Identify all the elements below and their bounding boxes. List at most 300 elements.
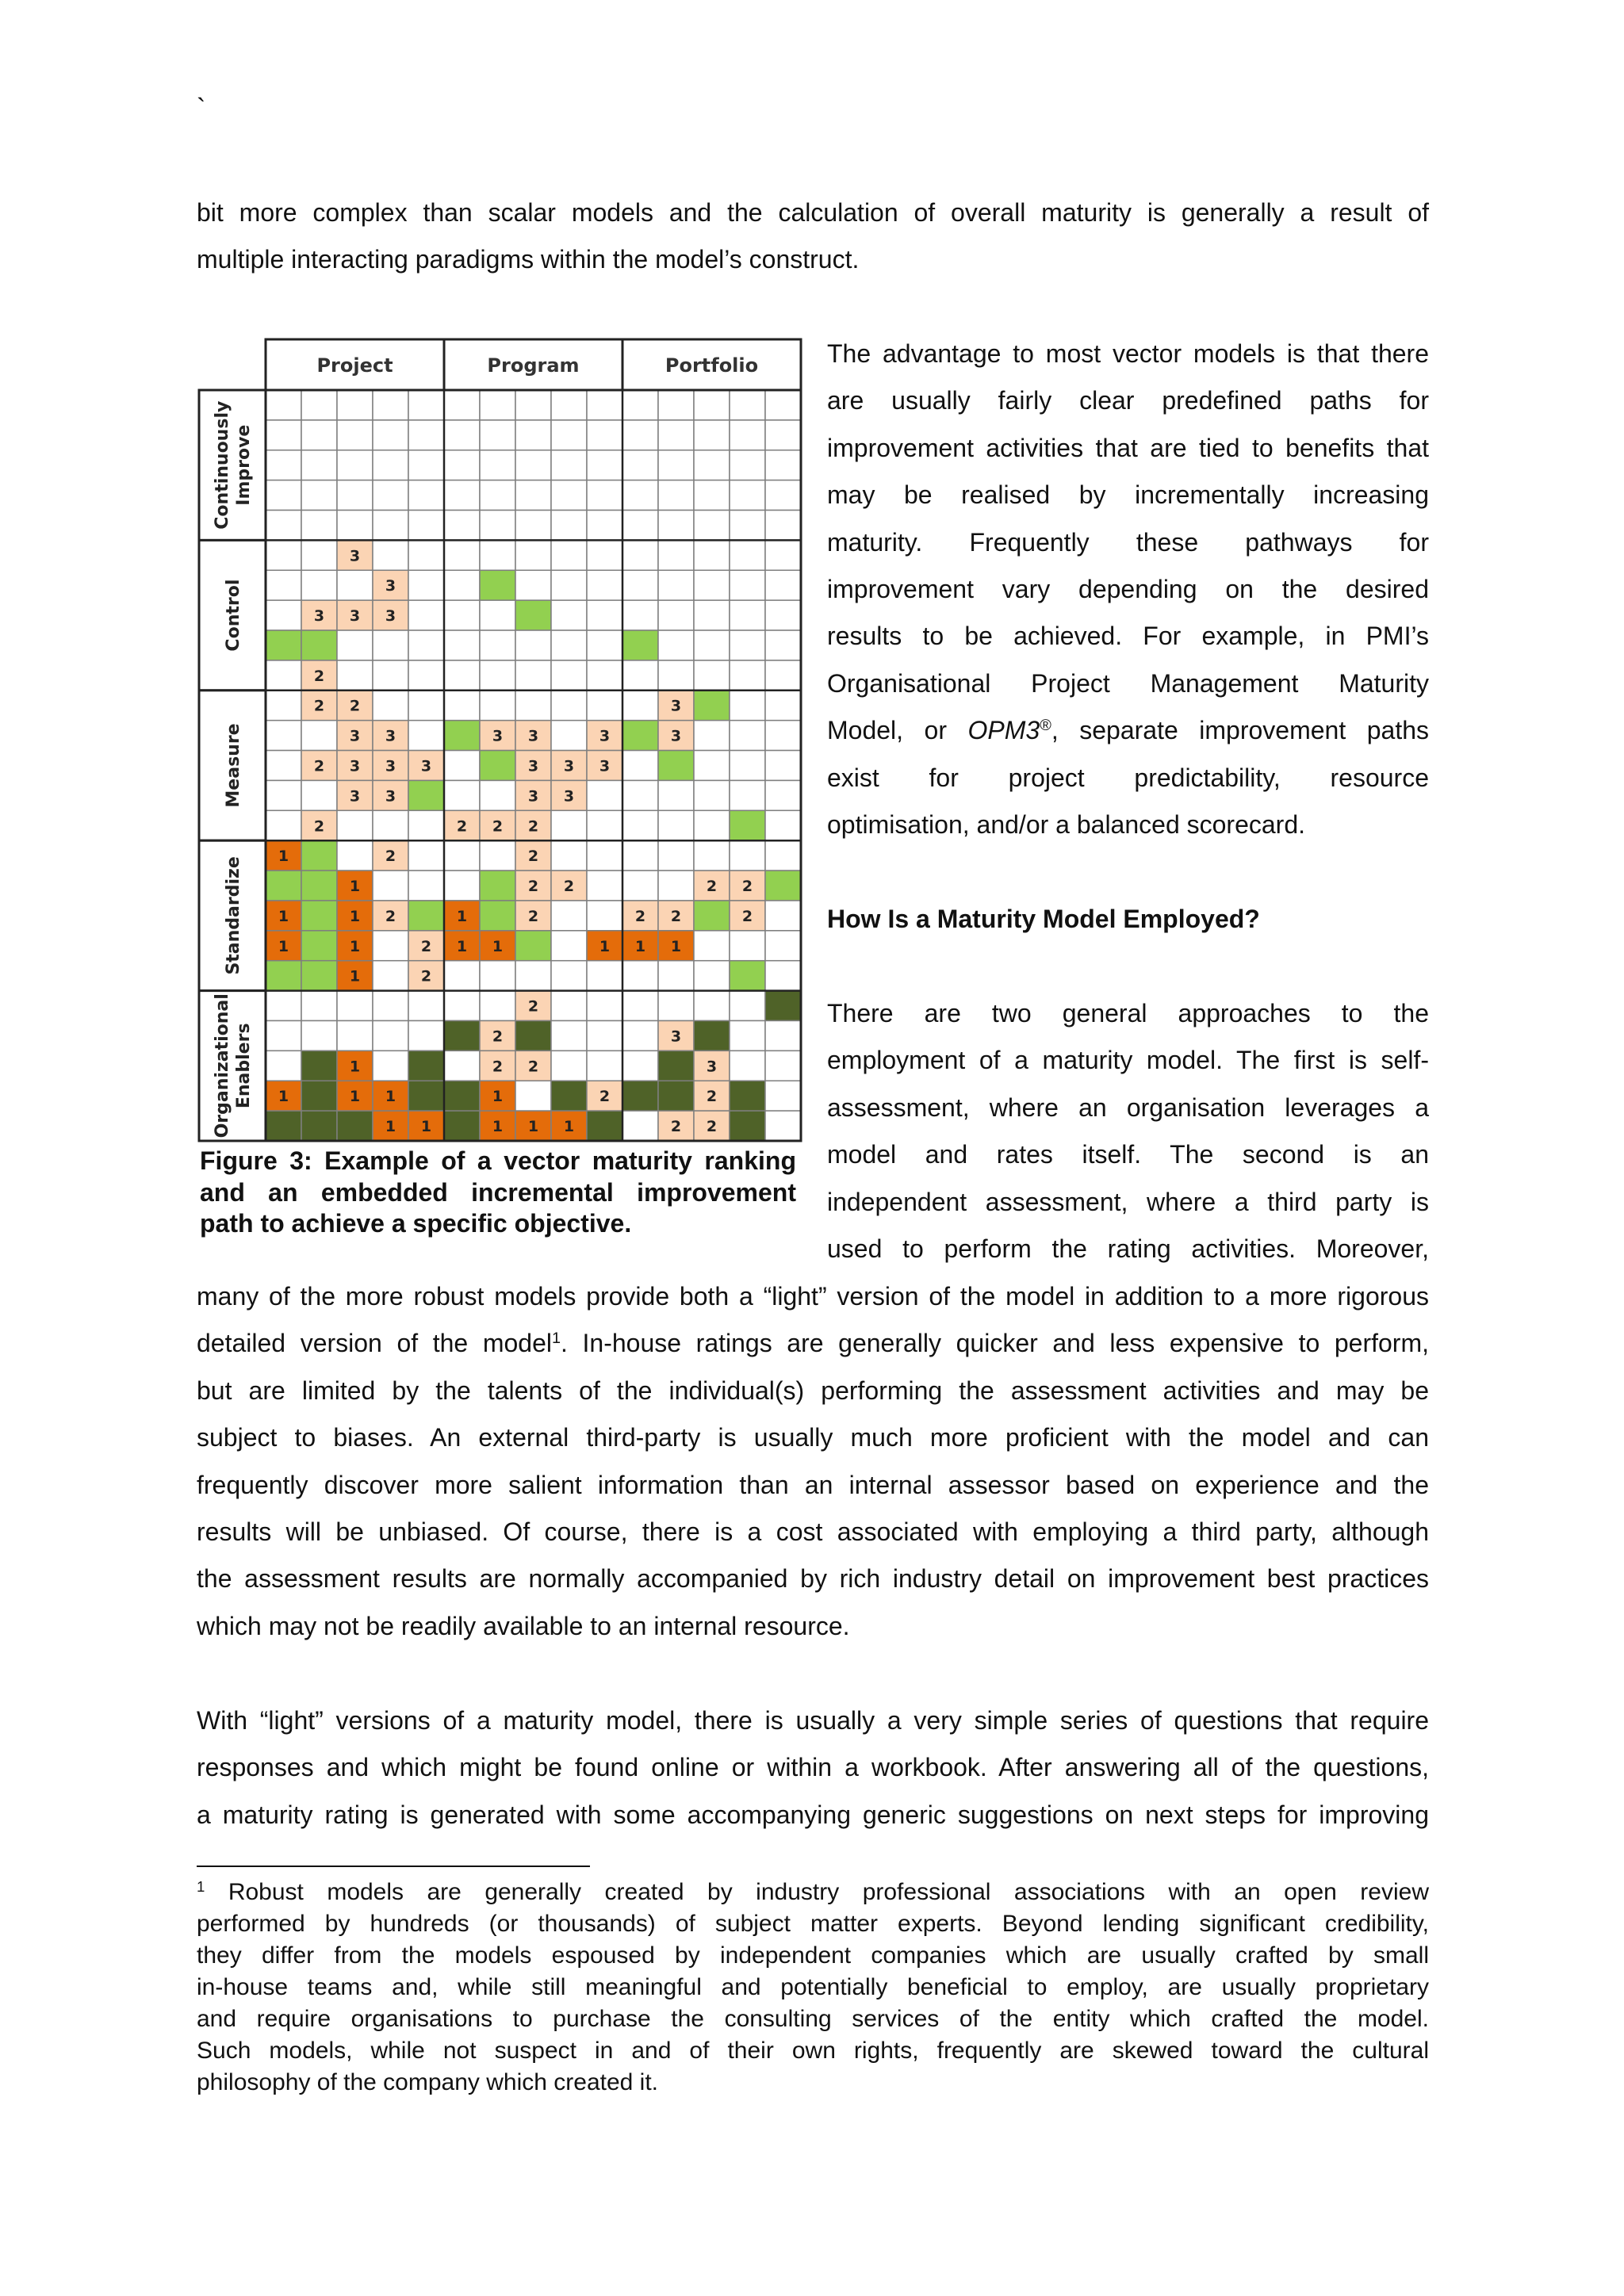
grid-cell [765,390,801,420]
grid-cell [301,1020,337,1050]
grid-cell [587,691,622,721]
grid-cell [551,840,587,871]
text-line: which may not be readily available to an internal resource. [197,1611,850,1640]
text-line: are usually fairly clear predefined paths for [827,386,1429,415]
grid-cell [266,570,301,600]
maturity-level-label: 2 [456,817,468,836]
grid-cell [587,901,622,931]
grid-cell [444,961,480,991]
maturity-level-label: 2 [349,697,361,715]
grid-cell [301,1081,337,1111]
grid-cell [622,721,658,751]
grid-cell [266,1050,301,1081]
grid-cell [622,1111,658,1141]
grid-cell [301,1111,337,1141]
grid-cell [515,691,551,721]
maturity-level-label: 3 [385,607,396,626]
grid-cell [658,600,694,630]
intro-paragraph [197,189,1429,284]
grid-cell [694,780,730,810]
grid-cell [373,511,408,541]
grid-cell [765,480,801,511]
grid-cell [301,721,337,751]
maturity-grid-svg [197,337,802,1142]
grid-cell [266,390,301,420]
maturity-level-label: 1 [599,937,611,955]
grid-cell [301,420,337,450]
maturity-level-label: 1 [278,937,289,955]
grid-cell [408,1081,444,1111]
maturity-level-label: 3 [563,757,575,775]
grid-cell [622,600,658,630]
grid-cell [694,810,730,840]
text-fragment: . In-house ratings are generally quicker and less expensive to perform, [561,1329,1430,1358]
grid-cell [301,630,337,660]
maturity-level-label: 1 [278,848,289,866]
grid-cell [765,751,801,781]
maturity-level-label: 3 [706,1058,718,1076]
grid-cell [587,961,622,991]
maturity-level-label: 2 [420,937,432,955]
maturity-level-label: 1 [456,937,468,955]
grid-cell [658,570,694,600]
text-line [197,1972,1429,2003]
maturity-level-label: 2 [563,878,575,896]
grid-cell [337,1111,373,1141]
text-line: but are limited by the talents of the individual(s) performing the assessment activities and may be [197,1376,1429,1405]
text-fragment: detailed version of the model [197,1329,552,1358]
grid-cell [730,1020,765,1050]
grid-cell [765,570,801,600]
grid-cell [694,450,730,480]
grid-cell [658,630,694,660]
grid-cell [551,1050,587,1081]
grid-cell [337,420,373,450]
grid-cell [587,450,622,480]
grid-cell [515,660,551,691]
maturity-level-label: 1 [349,967,361,985]
grid-cell [515,480,551,511]
maturity-level-label: 2 [706,878,718,896]
grid-cell [408,1020,444,1050]
grid-cell [694,660,730,691]
grid-cell [515,540,551,570]
grid-cell [480,991,515,1021]
footnote [197,1877,1429,2099]
grid-cell [694,570,730,600]
grid-cell [765,420,801,450]
grid-cell [587,991,622,1021]
grid-cell [622,390,658,420]
grid-cell [515,511,551,541]
grid-cell [373,420,408,450]
maturity-level-label: 3 [563,787,575,806]
grid-cell [337,450,373,480]
row-group-label: Standardize [224,856,243,975]
maturity-level-label: 3 [349,727,361,745]
grid-cell [765,600,801,630]
maturity-level-label: 2 [599,1088,611,1106]
grid-cell [658,780,694,810]
grid-cell [444,1050,480,1081]
grid-cell [408,600,444,630]
grid-cell [480,961,515,991]
maturity-level-label: 2 [527,907,539,925]
grid-cell [587,1050,622,1081]
grid-cell [587,511,622,541]
maturity-level-label: 3 [349,547,361,565]
maturity-level-label: 2 [420,967,432,985]
grid-cell [694,840,730,871]
grid-cell [408,420,444,450]
maturity-level-label: 2 [385,848,396,866]
text-line: maturity. Frequently these pathways for [827,527,1429,557]
grid-cell [730,390,765,420]
grid-cell [373,630,408,660]
grid-cell [480,630,515,660]
grid-cell [373,1050,408,1081]
grid-cell [730,810,765,840]
light-versions-paragraph [197,1697,1429,1839]
grid-cell [301,390,337,420]
maturity-level-label: 3 [349,787,361,806]
grid-cell [266,1111,301,1141]
grid-cell [694,931,730,961]
text-line: The advantage to most vector models is that there [827,339,1429,368]
maturity-level-label: 2 [706,1088,718,1106]
grid-cell [444,450,480,480]
grid-cell [622,1081,658,1111]
grid-cell [408,660,444,691]
row-group-label: Control [224,579,243,652]
grid-cell [730,931,765,961]
grid-cell [765,840,801,871]
grid-cell [622,540,658,570]
grid-cell [373,871,408,901]
grid-cell [658,991,694,1021]
grid-cell [765,511,801,541]
grid-cell [694,991,730,1021]
text-line: multiple interacting paradigms within the model’s construct. [197,245,860,274]
grid-cell [622,871,658,901]
maturity-level-label: 3 [599,727,611,745]
grid-cell [408,991,444,1021]
text-fragment: and require organisations to purchase the consulting services of the entity which crafted the model. [197,2006,1429,2032]
maturity-level-label: 1 [278,907,289,925]
grid-cell [408,511,444,541]
grid-cell [658,660,694,691]
grid-cell [480,420,515,450]
approaches-paragraph-bottom [197,1273,1429,1650]
text-line: subject to biases. An external third-party is usually much more proficient with the model and can [197,1423,1429,1452]
grid-cell [515,1020,551,1050]
maturity-level-label: 3 [527,727,539,745]
maturity-level-label: 1 [420,1118,432,1136]
grid-cell [765,991,801,1021]
grid-cell [765,780,801,810]
grid-cell [337,840,373,871]
maturity-level-label: 2 [670,907,682,925]
grid-cell [694,721,730,751]
grid-cell [408,840,444,871]
text-line: model and rates itself. The second is an [827,1140,1429,1169]
maturity-level-label: 2 [313,757,325,775]
grid-cell [551,450,587,480]
grid-cell [730,660,765,691]
grid-cell [301,570,337,600]
maturity-level-label: 1 [527,1118,539,1136]
maturity-level-label: 2 [313,817,325,836]
grid-cell [622,480,658,511]
grid-cell [551,1020,587,1050]
maturity-level-label: 3 [349,757,361,775]
grid-cell [373,991,408,1021]
grid-cell [730,450,765,480]
grid-cell [408,721,444,751]
text-line: There are two general approaches to the [827,999,1429,1027]
grid-cell [444,871,480,901]
grid-cell [694,961,730,991]
grid-cell [765,961,801,991]
grid-cell [480,540,515,570]
grid-cell [730,961,765,991]
grid-cell [408,630,444,660]
grid-cell [551,1081,587,1111]
grid-cell [658,810,694,840]
grid-cell [551,810,587,840]
grid-cell [587,480,622,511]
grid-cell [765,630,801,660]
grid-cell [515,390,551,420]
grid-cell [337,1020,373,1050]
grid-cell [408,1050,444,1081]
maturity-level-label: 1 [349,907,361,925]
grid-cell [266,450,301,480]
grid-cell [515,630,551,660]
grid-cell [587,1111,622,1141]
grid-cell [551,721,587,751]
grid-cell [694,901,730,931]
grid-cell [730,480,765,511]
row-group-label-line: Organizational [213,993,232,1138]
grid-cell [515,570,551,600]
grid-cell [622,780,658,810]
grid-cell [444,570,480,600]
grid-cell [587,871,622,901]
grid-cell [694,540,730,570]
grid-cell [444,780,480,810]
text-fragment: in-house teams and, while still meaningful and potentially beneficial to employ, are usually proprietary [197,1974,1429,2000]
grid-cell [301,450,337,480]
grid-cell [373,1020,408,1050]
grid-cell [694,630,730,660]
grid-cell [337,390,373,420]
grid-cell [515,450,551,480]
maturity-level-label: 3 [349,607,361,626]
grid-cell [551,991,587,1021]
text-line: Figure 3: Example of a vector maturity ranking [200,1146,796,1175]
grid-cell [730,721,765,751]
grid-cell [551,420,587,450]
grid-cell [266,660,301,691]
grid-cell [765,450,801,480]
maturity-level-label: 1 [349,937,361,955]
grid-cell [658,390,694,420]
grid-cell [444,660,480,691]
maturity-level-label: 3 [670,697,682,715]
grid-cell [730,1081,765,1111]
column-header-portfolio: Portfolio [665,354,759,377]
grid-cell [694,420,730,450]
grid-cell [408,450,444,480]
grid-cell [765,1050,801,1081]
registered-mark: ® [1040,717,1051,735]
text-line [197,1877,1429,1908]
grid-cell [266,420,301,450]
grid-cell [444,991,480,1021]
grid-cell [622,810,658,840]
text-line: independent assessment, where a third party is [827,1187,1429,1216]
grid-cell [480,780,515,810]
section-heading: How Is a Maturity Model Employed? [827,905,1260,933]
maturity-level-label: 1 [492,1118,504,1136]
grid-cell [587,540,622,570]
grid-cell [765,1111,801,1141]
maturity-level-label: 3 [385,757,396,775]
grid-cell [658,450,694,480]
grid-cell [373,931,408,961]
grid-cell [301,901,337,931]
grid-cell [622,840,658,871]
grid-cell [658,961,694,991]
grid-cell [658,420,694,450]
text-line: many of the more robust models provide both a “light” version of the model in addition to a more rigorous [197,1282,1429,1311]
grid-cell [622,630,658,660]
maturity-level-label: 3 [492,727,504,745]
grid-cell [266,871,301,901]
grid-cell [301,480,337,511]
grid-cell [266,751,301,781]
grid-cell [515,600,551,630]
grid-cell [551,961,587,991]
grid-cell [337,480,373,511]
maturity-level-label: 2 [527,1058,539,1076]
grid-cell [444,1081,480,1111]
grid-cell [694,511,730,541]
text-fragment: philosophy of the company which created it. [197,2069,658,2095]
text-line: exist for project predictability, resource [827,763,1429,792]
grid-cell [730,511,765,541]
grid-cell [587,660,622,691]
text-fragment: , separate improvement paths [1051,716,1430,745]
grid-cell [730,630,765,660]
grid-cell [301,961,337,991]
text-line [197,1940,1429,1972]
text-line: improvement activities that are tied to benefits that [827,433,1429,462]
grid-cell [551,901,587,931]
text-line [197,1908,1429,1940]
maturity-level-label: 2 [492,1027,504,1046]
grid-cell [301,511,337,541]
text-fragment: Such models, while not suspect in and of their own rights, frequently are skewed toward the cultural [197,2038,1429,2064]
grid-cell [515,961,551,991]
grid-cell [444,480,480,511]
maturity-level-label: 2 [527,997,539,1016]
grid-cell [765,931,801,961]
grid-cell [765,691,801,721]
grid-cell [408,570,444,600]
text-line: employment of a maturity model. The first is self- [827,1046,1429,1075]
grid-cell [266,810,301,840]
grid-cell [622,751,658,781]
grid-cell [408,390,444,420]
text-line: results will be unbiased. Of course, there is a cost associated with employing a third party, although [197,1517,1429,1546]
grid-cell [301,780,337,810]
maturity-level-label: 2 [492,817,504,836]
grid-cell [266,630,301,660]
text-line [197,2067,1429,2099]
row-group-label: Measure [224,723,243,808]
grid-cell [730,420,765,450]
grid-cell [587,390,622,420]
grid-cell [266,961,301,991]
grid-cell [730,751,765,781]
maturity-level-label: 2 [527,878,539,896]
maturity-grid-figure [197,337,802,1142]
grid-cell [408,871,444,901]
maturity-level-label: 2 [741,907,753,925]
grid-cell [622,691,658,721]
grid-cell [730,991,765,1021]
text-line: optimisation, and/or a balanced scorecard. [827,809,1306,839]
grid-cell [730,570,765,600]
maturity-level-label: 1 [634,937,646,955]
footnote-marker: 1 [197,1877,205,1895]
maturity-level-label: 2 [670,1118,682,1136]
grid-cell [587,570,622,600]
maturity-level-label: 1 [456,907,468,925]
column-header-program: Program [487,354,580,377]
grid-cell [551,630,587,660]
text-line: improvement vary depending on the desired [827,574,1429,603]
maturity-level-label: 3 [313,607,325,626]
grid-cell [373,691,408,721]
grid-cell [480,570,515,600]
grid-cell [551,691,587,721]
maturity-level-label: 3 [385,787,396,806]
maturity-level-label: 1 [278,1088,289,1106]
grid-cell [730,600,765,630]
text-line: assessment, where an organisation leverages a [827,1093,1429,1122]
maturity-level-label: 3 [527,787,539,806]
grid-cell [337,991,373,1021]
grid-cell [480,691,515,721]
grid-cell [730,540,765,570]
grid-cell [337,660,373,691]
vector-models-paragraph [827,331,1429,848]
text-line: responses and which might be found online or within a workbook. After answering all of the questions, [197,1753,1429,1782]
grid-cell [730,691,765,721]
grid-cell [444,840,480,871]
grid-cell [266,1020,301,1050]
grid-cell [622,511,658,541]
grid-cell [337,511,373,541]
grid-cell [480,840,515,871]
grid-cell [480,450,515,480]
grid-cell [515,420,551,450]
grid-cell [337,810,373,840]
grid-cell [408,540,444,570]
